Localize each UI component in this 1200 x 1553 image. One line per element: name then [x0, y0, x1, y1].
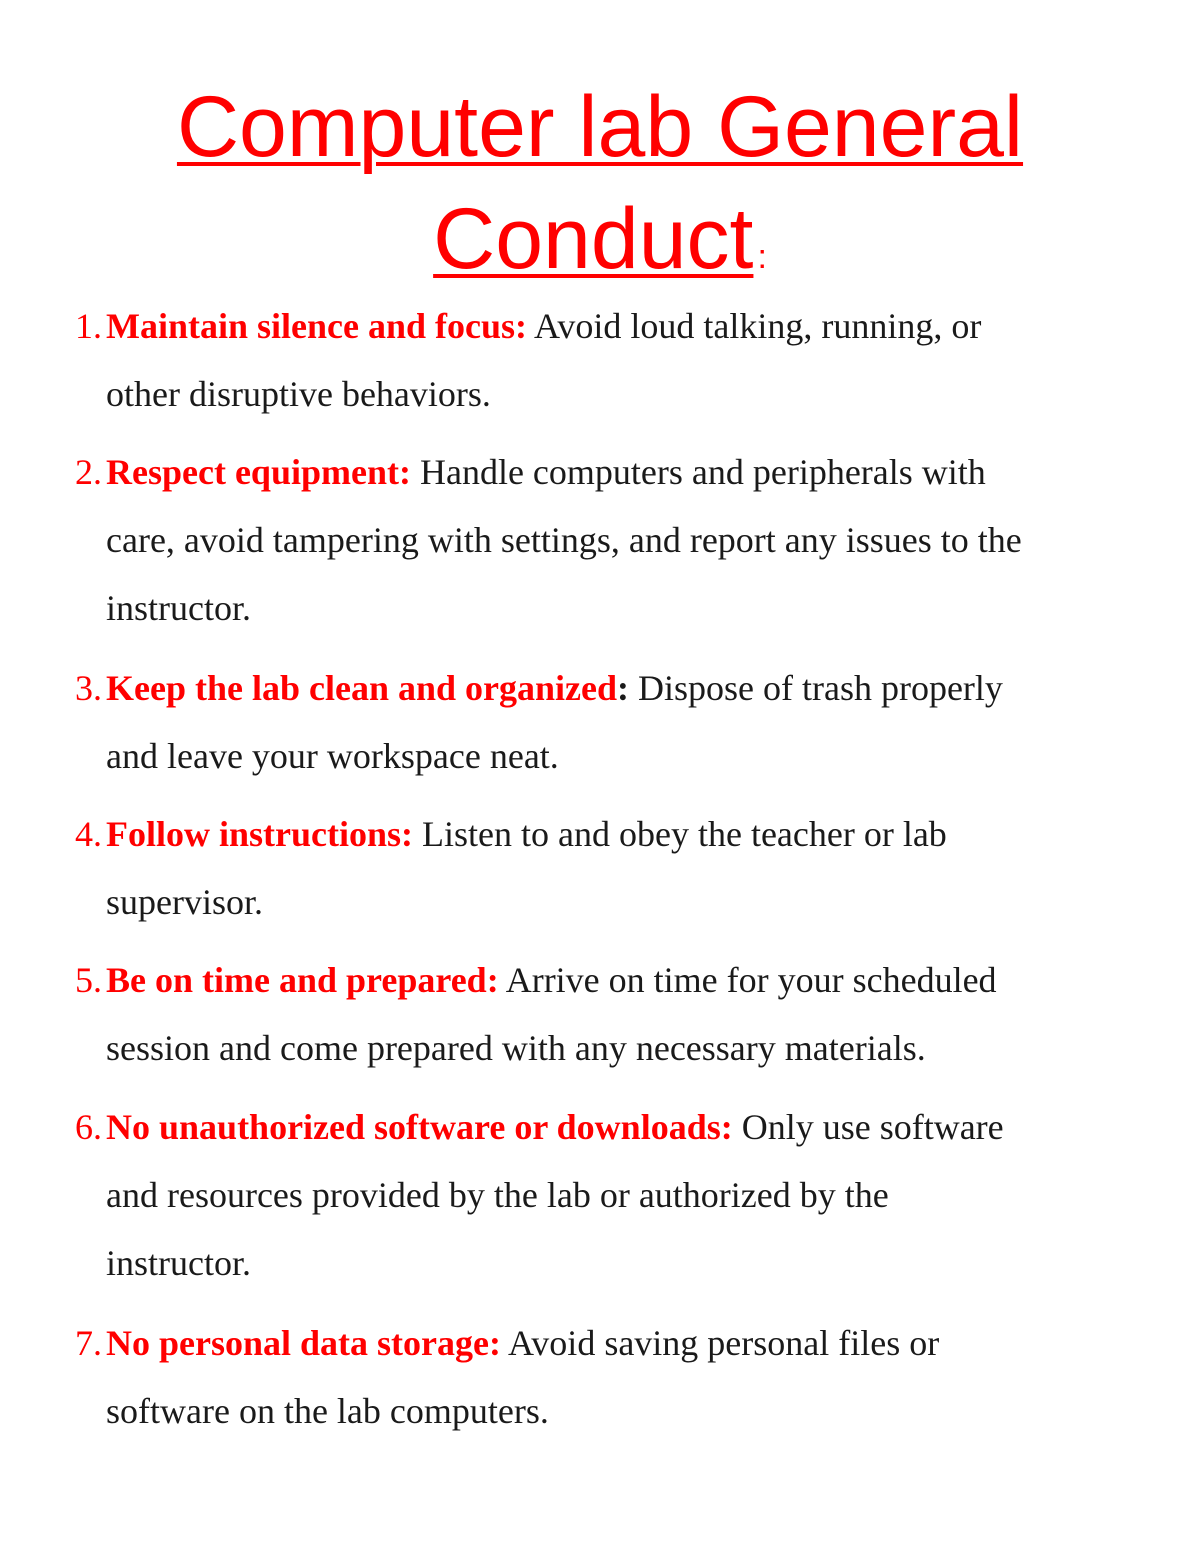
- list-item-number: 5.: [75, 960, 102, 1000]
- list-item-body: instructor.: [106, 588, 251, 628]
- list-item-number: 2.: [75, 452, 102, 492]
- list-item-heading: No unauthorized software or downloads:: [106, 1107, 733, 1147]
- title-text-line1: Computer lab General: [176, 79, 1024, 175]
- list-item-body: Listen to and obey the teacher or lab: [422, 814, 947, 854]
- list-item-heading: Be on time and prepared:: [106, 960, 499, 1000]
- list-item-number: 7.: [75, 1323, 102, 1363]
- list-item-text: [106, 1093, 1146, 1297]
- title-colon: :: [757, 238, 767, 276]
- list-item-body: instructor.: [106, 1243, 251, 1283]
- list-item-text: [106, 654, 1146, 790]
- list-item-heading: Follow instructions:: [106, 814, 414, 854]
- list-item-body: supervisor.: [106, 882, 263, 922]
- list-item-text: [106, 438, 1146, 642]
- list-item-body: Handle computers and peripherals with: [419, 452, 986, 492]
- list-item-number: 6.: [75, 1107, 102, 1147]
- list-item-heading: No personal data storage:: [106, 1323, 501, 1363]
- list-item-text: [106, 292, 1146, 428]
- list-item-body: Only use software: [741, 1107, 1004, 1147]
- list-item-body: and resources provided by the lab or authorized by the: [106, 1175, 889, 1215]
- list-item-body: software on the lab computers.: [106, 1391, 549, 1431]
- list-item-text: [106, 800, 1146, 936]
- list-item-number: 1.: [75, 306, 102, 346]
- list-item-heading: Respect equipment:: [106, 452, 411, 492]
- list-item-number: 4.: [75, 814, 102, 854]
- list-item-body: care, avoid tampering with settings, and report any issues to the: [106, 520, 1022, 560]
- list-item-heading-colon: :: [617, 668, 629, 708]
- list-item-body: Avoid loud talking, running, or: [534, 306, 982, 346]
- list-item-heading: Keep the lab clean and organized: [106, 668, 617, 708]
- list-item-heading: Maintain silence and focus:: [106, 306, 528, 346]
- list-item-body: Avoid saving personal files or: [507, 1323, 940, 1363]
- list-item-body: other disruptive behaviors.: [106, 374, 491, 414]
- list-item-text: [106, 946, 1146, 1082]
- list-item-body: Dispose of trash properly: [638, 668, 1003, 708]
- list-item-body: Arrive on time for your scheduled: [505, 960, 997, 1000]
- list-item-body: and leave your workspace neat.: [106, 736, 559, 776]
- list-item-number: 3.: [75, 668, 102, 708]
- title-text-line2: Conduct: [433, 191, 754, 287]
- list-item-text: [106, 1309, 1146, 1445]
- list-item-body: session and come prepared with any necessary materials.: [106, 1028, 926, 1068]
